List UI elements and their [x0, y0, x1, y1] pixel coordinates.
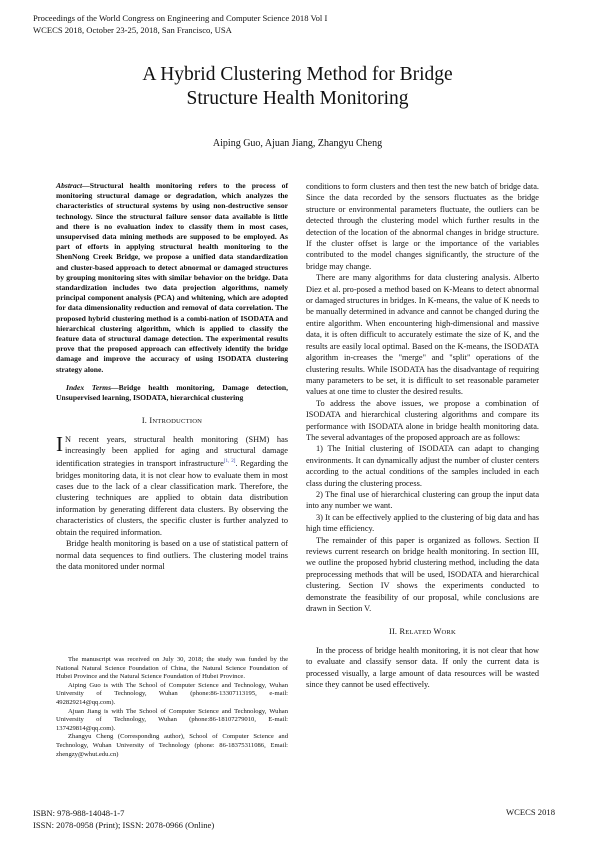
right-paragraph-1: conditions to form clusters and then test the new batch of bridge data. Since the data recorded by the sensors fluctuates as the bridge structure or environmental parameters fluctuate, the outliers can be detected through the clustering model which further results in the detection of the location of the abnormal changes in bridge structure. If the cluster offset is large or the importance of the variables contributed to the model changes significantly, the structure of the bridge may change. — [306, 182, 539, 271]
intro-text-a: N recent years, structural health monitoring (SHM) has increasingly been applied for aging and structural damage identification strategies in transport infrastructure — [56, 434, 288, 469]
right-paragraph-3: To address the above issues, we propose a combination of ISODATA and hierarchical clustering algorithms and compare its performance with ISODATA alone in bridge health monitoring data. The several advantages of the proposed approach are as follows: — [306, 398, 539, 442]
index-terms-text: —Bridge health monitoring, Damage detection, Unsupervised learning, ISODATA, hierarchical clustering — [56, 382, 288, 403]
intro-paragraph-1 — [56, 431, 288, 538]
section-initial: W — [433, 627, 442, 637]
footnote-author-3: Zhangyu Cheng (Corresponding author), School of Computer Science and Technology, Wuhan University of Technology (phone: 86-18375311086, Email: zhengzy@whut.edu.cn) — [56, 733, 288, 758]
drop-cap: I — [56, 431, 63, 456]
abstract-label: Abstract — [56, 181, 83, 190]
section-smallcaps: NTRODUCTION — [152, 418, 203, 426]
isbn-line: ISBN: 978-988-14048-1-7 — [33, 808, 125, 818]
title-line-2: Structure Health Monitoring — [186, 88, 409, 109]
paper-title — [0, 63, 595, 111]
running-header — [33, 12, 327, 36]
footnote-author-2: Ajuan Jiang is with The School of Computer Science and Technology, Wuhan University of Technology, Wuhan (phone:86-18107279010, E-mail: 137429814@qq.com). — [56, 707, 288, 732]
section-initial: R — [399, 627, 406, 637]
abstract — [56, 181, 288, 375]
page-footer-right: WCECS 2018 — [506, 807, 555, 817]
page-footer-left — [33, 807, 214, 831]
right-paragraph-5: In the process of bridge health monitoring, it is not clear that how to evaluate and classify sensor data. If only the current data is processed visually, a large amount of data resources will be wasted since they cannot be used effectively. — [306, 645, 539, 690]
list-item: 3) It can be effectively applied to the clustering of big data and has high time efficiency. — [306, 512, 539, 534]
author-list: Aiping Guo, Ajuan Jiang, Zhangyu Cheng — [212, 138, 383, 149]
footnotes — [56, 656, 288, 759]
footnote-funding: The manuscript was received on July 30, 2018; the study was funded by the National Natural Science Foundation of China, the Natural Science Foundation of Hubei Province and the Natural Science Foundation of Hubei Province. — [56, 656, 288, 681]
header-line-1: Proceedings of the World Congress on Engineering and Computer Science 2018 Vol I — [33, 13, 328, 23]
left-column — [56, 181, 288, 572]
right-paragraph-4: The remainder of this paper is organized as follows. Section II reviews current research on bridge health monitoring. In section III, we outline the proposed hybrid clustering method, including the data preprocessing methods that will be used, ISODATA and hierarchical clustering. Section IV shows the experiments conducted to demonstrate the feasibility of our proposal, while conclusions are drawn in Section V. — [306, 535, 539, 614]
header-line-2: WCECS 2018, October 23-25, 2018, San Francisco, USA — [33, 25, 232, 35]
abstract-text: —Structural health monitoring refers to the process of monitoring structural damage or degradation, which analyzes the characteristics of structural systems by using non-destructive sensor technology. Since the structural failure sensor data available is little and there is no evaluation index to classify them in most cases, unsupervised data mining methods are supposed to be employed. As part of efforts in applying structural health monitoring to the ShenNong Creek Bridge, we propose a unified data standardization and cluster-based approach to detect abnormal or damaged structures by grouping monitoring sites with similar behavior on the bridge. Data standardization includes two data projection algorithms, namely principal component analysis (PCA) and whitening, which are adopted for data dimensionality reduction and removal of data correlation. The proposed hybrid clustering method is a combi-nation of ISODATA and hierarchical clustering algorithm, which is applied to classify the feature data of structural damage detection. The experimental results prove that the proposed approach can effectively identify the bridge damage and improve the accuracy of using ISODATA clustering strategy alone. — [56, 181, 288, 374]
section-numeral: I. — [141, 416, 148, 426]
footnote-author-1: Aiping Guo is with The School of Computer Science and Technology, Wuhan University of Technology, Wuhan (phone:86-13307113195, e-mail: 492829214@qq.com). — [56, 681, 288, 706]
section-heading-introduction — [56, 415, 288, 427]
list-item: 2) The final use of hierarchical clustering can group the input data into any number we want. — [306, 489, 539, 511]
section-heading-related-work — [306, 626, 539, 638]
list-item: 1) The Initial clustering of ISODATA can adapt to changing environments. It can dynamically adjust the number of cluster centers according to the actual conditions of the samples included in each class during the clustering process. — [306, 444, 539, 488]
citation-link[interactable]: [1, 2] — [223, 459, 236, 465]
issn-line: ISSN: 2078-0958 (Print); ISSN: 2078-0966 (Online) — [33, 820, 215, 830]
section-smallcaps: ELATED — [405, 629, 432, 637]
right-column — [306, 181, 539, 690]
intro-paragraph-2: Bridge health monitoring is based on a use of statistical pattern of normal data sequences to find outliers. The clustering model trains the data monitored under normal — [56, 539, 288, 571]
section-initial: I — [149, 416, 153, 426]
title-line-1: A Hybrid Clustering Method for Bridge — [142, 64, 453, 85]
index-terms — [56, 383, 288, 403]
section-numeral: II. — [388, 627, 398, 637]
index-terms-label: Index Terms — [66, 382, 112, 392]
advantages-list — [306, 443, 539, 534]
right-paragraph-2: There are many algorithms for data clustering analysis. Alberto Diez et al. pro-posed a method based on K-Means to detect abnormal or damaged structures in bridges. In K-means, the value of K needs to be manually determined in advance and cannot be changed during the entire algorithm. When encountering high-dimensional and massive data, it is often difficult to accurately estimate the size of K, and the results are easily local optimal. Based on the K-means, the ISODATA algorithm in-creases the "merge" and "split" operations of the clustering results. While ISODATA has the disadvantage of requiring many parameters to be set, it is difficult to set reasonable parameter values at one time to cluster the desired results. — [306, 273, 539, 397]
section-smallcaps: ORK — [441, 629, 456, 637]
intro-text-b: . Regarding the bridges monitoring data, it is not clear how to evaluate them in most cases due to the lack of a clear classification mark. Therefore, the clustering techniques are applied to obtain data distribution information by generating different data clusters. By observing the characteristics of clusters, the specific cluster is further analyzed to obtain the required information. — [56, 459, 288, 537]
